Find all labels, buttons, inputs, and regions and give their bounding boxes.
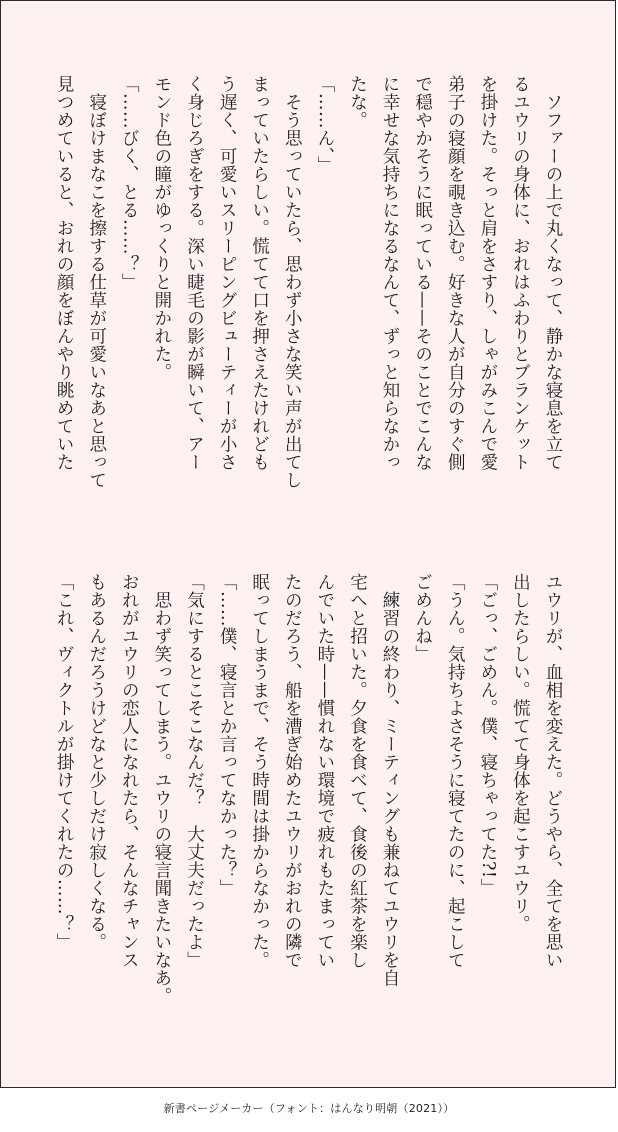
text-line: 弟子の寝顔を覗き込む。好きな人が自分のすぐ側 <box>445 75 466 471</box>
text-line: おれがユウリの恋人になれたら、そんなチャンス <box>119 573 140 969</box>
text-line: う遅く、可愛いスリーピングビューティーが小さ <box>217 75 238 471</box>
text-line: まっていたらしい。慌てて口を押さえたけれども <box>249 75 270 471</box>
text-line: で穏やかそうに眠っている——そのことでこんな <box>412 75 433 471</box>
text-line: 練習の終わり、ミーティングも兼ねてユウリを自 <box>380 573 401 987</box>
text-line: 「気にするとこそこなんだ？ 大丈夫だったよ」 <box>184 573 205 969</box>
text-line: もあるんだろうけどなと少しだけ寂しくなる。 <box>86 573 107 951</box>
text-line: 「うん。気持ちよさそうに寝てたのに、起こして <box>445 573 466 969</box>
text-line: 「……びく、とる……？」 <box>119 75 140 291</box>
text-block-top <box>48 75 570 515</box>
text-line: 「ごっ、ごめん。僕、寝ちゃってた?!」 <box>477 573 498 897</box>
text-line: モンド色の瞳がゆっくりと開かれた。 <box>151 75 172 381</box>
text-line: ごめんね」 <box>412 573 433 663</box>
text-line: に幸せな気持ちになるなんて、ずっと知らなかっ <box>380 75 401 471</box>
text-line: 宅へと招いた。夕食を食べて、食後の紅茶を楽し <box>347 573 368 969</box>
text-line: 思わず笑ってしまう。ユウリの寝言聞きたいなあ。 <box>151 573 172 1005</box>
text-line: 出したらしい。慌てて身体を起こすユウリ。 <box>510 573 531 933</box>
text-line: 「……僕、寝言とか言ってなかった？」 <box>217 573 238 897</box>
text-line: たな。 <box>347 75 368 129</box>
text-block-bottom <box>48 573 570 1013</box>
text-line: んでいた時——慣れない環境で疲れもたまってい <box>314 573 335 969</box>
text-line: 眠ってしまうまで、そう時間は掛からなかった。 <box>249 573 270 969</box>
text-line: 寝ぼけまなこを擦する仕草が可愛いなあと思って <box>86 75 107 489</box>
text-line: 見つめていると、おれの顔をぼんやり眺めていた <box>54 75 75 471</box>
text-line: く身じろぎをする。深い睫毛の影が瞬いて、アー <box>184 75 205 471</box>
text-line: そう思っていたら、思わず小さな笑い声が出てし <box>282 75 303 489</box>
text-line: 「これ、ヴィクトルが掛けてくれたの……？」 <box>54 573 75 951</box>
text-line: たのだろう、船を漕ぎ始めたユウリがおれの隣で <box>282 573 303 969</box>
text-line: ユウリが、血相を変えた。どうやら、全てを思い <box>543 573 563 969</box>
text-line: 「……ん、」 <box>314 75 335 175</box>
text-line: ソファーの上で丸くなって、静かな寝息を立て <box>543 75 563 471</box>
footer-credit: 新書ページメーカー（フォント：はんなり明朝（2021）） <box>163 1102 455 1115</box>
text-line: を掛けた。そっと肩をさすり、しゃがみこんで愛 <box>477 75 498 471</box>
text-line: るユウリの身体に、おれはふわりとブランケット <box>510 75 531 471</box>
